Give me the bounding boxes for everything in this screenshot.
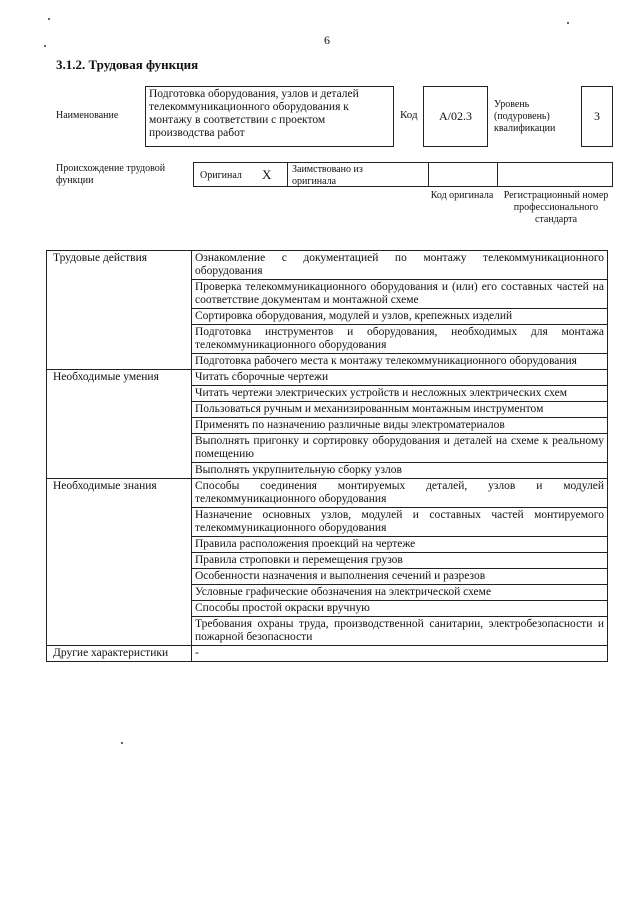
item-cell: Подготовка рабочего места к монтажу телекоммуникационного оборудования [192, 354, 608, 370]
borrowed-label: Заимствовано из оригинала [292, 164, 363, 187]
origin-label: Происхождение трудовой функции [56, 163, 166, 186]
code-box [423, 86, 488, 147]
name-value: Подготовка оборудования, узлов и деталей телекоммуникационного оборудования к монтажу в соответствии с проектом производства работ [149, 88, 359, 139]
item-cell: Читать чертежи электрических устройств и несложных электрических схем [192, 386, 608, 402]
item-cell: Условные графические обозначения на электрической схеме [192, 585, 608, 601]
scan-speck [48, 18, 50, 20]
item-cell: Сортировка оборудования, модулей и узлов, крепежных изделий [192, 309, 608, 325]
reg-number-cell [497, 162, 613, 187]
original-code-caption: Код оригинала [430, 190, 494, 201]
item-cell: - [192, 646, 608, 662]
category-cell: Другие характеристики [47, 646, 192, 662]
item-cell: Назначение основных узлов, модулей и составных частей монтируемого телекоммуникационного оборудования [192, 508, 608, 537]
original-code-cell [428, 162, 498, 187]
category-cell: Необходимые умения [47, 370, 192, 479]
table-row [47, 251, 608, 280]
item-cell: Применять по назначению различные виды электроматериалов [192, 418, 608, 434]
scan-speck [567, 22, 569, 24]
item-cell: Правила строповки и перемещения грузов [192, 553, 608, 569]
item-cell: Способы соединения монтируемых деталей, узлов и модулей телекоммуникационного оборудования [192, 479, 608, 508]
level-label: Уровень (подуровень) квалификации [494, 99, 556, 134]
item-cell: Проверка телекоммуникационного оборудования и (или) его составных частей на соответствие документам и монтажной схеме [192, 280, 608, 309]
level-value: 3 [594, 109, 600, 123]
item-cell: Читать сборочные чертежи [192, 370, 608, 386]
reg-number-caption: Регистрационный номер профессионального стандарта [503, 190, 609, 225]
item-cell: Выполнять пригонку и сортировку оборудования и деталей на схеме к реальному помещению [192, 434, 608, 463]
item-cell: Требования охраны труда, производственной санитарии, электробезопасности и пожарной безопасности [192, 617, 608, 646]
item-cell: Выполнять укрупнительную сборку узлов [192, 463, 608, 479]
scan-speck [44, 45, 46, 47]
category-cell: Трудовые действия [47, 251, 192, 370]
borrowed-cell [287, 162, 429, 187]
item-cell: Особенности назначения и выполнения сечений и разрезов [192, 569, 608, 585]
item-cell: Правила расположения проекций на чертеже [192, 537, 608, 553]
item-cell: Ознакомление с документацией по монтажу телекоммуникационного оборудования [192, 251, 608, 280]
name-box [145, 86, 394, 147]
item-cell: Пользоваться ручным и механизированным монтажным инструментом [192, 402, 608, 418]
code-value: A/02.3 [439, 109, 472, 123]
function-table [46, 250, 608, 662]
original-label: Оригинал [200, 170, 242, 181]
scan-speck [121, 742, 123, 744]
table-row [47, 370, 608, 386]
original-cell [193, 162, 288, 187]
code-label: Код [400, 109, 418, 121]
name-label: Наименование [56, 110, 119, 121]
item-cell: Подготовка инструментов и оборудования, необходимых для монтажа телекоммуникационного оборудования [192, 325, 608, 354]
original-mark: X [262, 167, 272, 182]
table-row [47, 646, 608, 662]
table-row [47, 479, 608, 508]
item-cell: Способы простой окраски вручную [192, 601, 608, 617]
category-cell: Необходимые знания [47, 479, 192, 646]
section-title: 3.1.2. Трудовая функция [56, 57, 199, 72]
level-box [581, 86, 613, 147]
page-number: 6 [324, 33, 330, 47]
